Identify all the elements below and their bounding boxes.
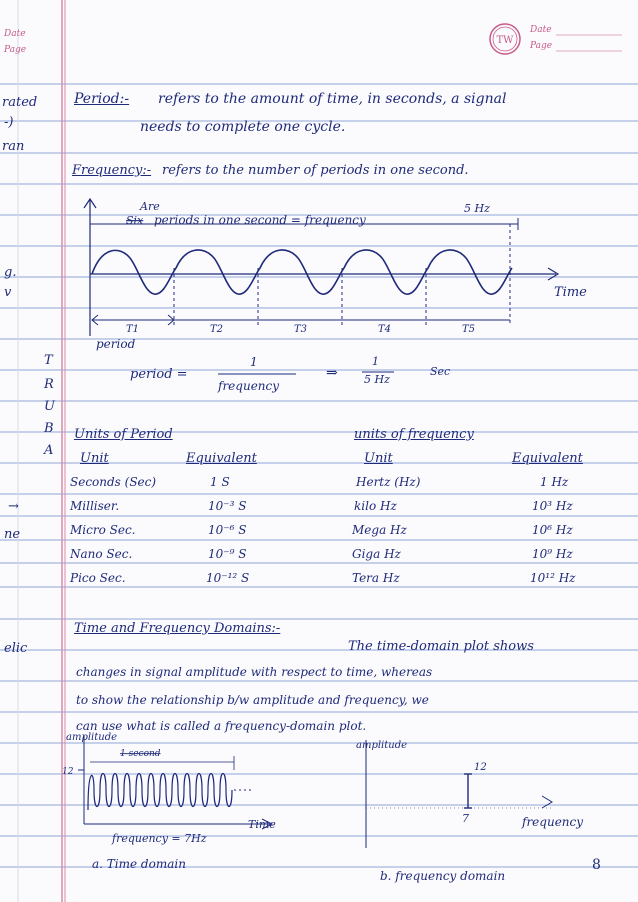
row-4-period-equivalent: 10⁻⁹ S bbox=[208, 547, 247, 561]
margin-note-11: → bbox=[8, 499, 19, 514]
formula-arrow: ⇒ bbox=[326, 365, 338, 381]
margin-note-5: v bbox=[4, 285, 12, 300]
segment-t5: T5 bbox=[462, 324, 476, 335]
frequency-def-line-1: refers to the number of periods in one second. bbox=[162, 163, 469, 178]
freq-plot-ylabel: amplitude bbox=[356, 740, 408, 751]
formula-fraction-bar bbox=[218, 372, 298, 376]
row-2-period-unit: Milliser. bbox=[70, 499, 120, 513]
period-def-line-2: needs to complete one cycle. bbox=[140, 119, 346, 135]
formula-rhs-numerator: 1 bbox=[372, 355, 379, 368]
units-period-title: Units of Period bbox=[74, 427, 173, 442]
page-number: 8 bbox=[592, 857, 601, 873]
time-plot-caption: a. Time domain bbox=[92, 857, 186, 871]
row-4-period-unit: Nano Sec. bbox=[70, 547, 133, 561]
row-1-frequency-equivalent: 1 Hz bbox=[540, 475, 569, 489]
margin-note-2: -) bbox=[4, 115, 14, 130]
row-4-frequency-unit: Giga Hz bbox=[352, 547, 401, 561]
header-unit-period: Unit bbox=[80, 451, 109, 466]
margin-note-7: R bbox=[44, 377, 54, 392]
margin-note-13: elic bbox=[4, 641, 28, 656]
row-5-period-unit: Pico Sec. bbox=[70, 571, 126, 585]
segment-t1: T1 bbox=[126, 324, 140, 335]
left-date-label: Date bbox=[4, 29, 26, 39]
caption-top-small: Are bbox=[140, 200, 160, 213]
domains-line-2: changes in signal amplitude with respect to time, whereas bbox=[76, 665, 433, 679]
formula-denominator: frequency bbox=[218, 379, 280, 393]
time-plot-xlabel: Time bbox=[248, 818, 276, 831]
domains-line-1: The time-domain plot shows bbox=[348, 639, 534, 654]
domains-title: Time and Frequency Domains:- bbox=[74, 621, 281, 636]
formula-rhs-unit: Sec bbox=[430, 365, 451, 378]
row-5-period-equivalent: 10⁻¹² S bbox=[206, 571, 250, 585]
margin-note-6: T bbox=[44, 353, 53, 368]
tw-logo bbox=[488, 22, 522, 56]
caption-struck-word: Six bbox=[126, 214, 144, 227]
freq-plot-peak-label: 12 bbox=[474, 762, 487, 773]
row-2-frequency-unit: kilo Hz bbox=[354, 499, 397, 513]
time-plot-tick-value: 12 bbox=[62, 767, 74, 777]
row-2-period-equivalent: 10⁻³ S bbox=[208, 499, 247, 513]
header-unit-frequency: Unit bbox=[364, 451, 393, 466]
freq-plot-x-value: 7 bbox=[462, 812, 469, 825]
time-axis-label: Time bbox=[554, 285, 587, 300]
period-label: period bbox=[96, 337, 136, 351]
freq-plot-xlabel: frequency bbox=[522, 815, 584, 829]
segment-t2: T2 bbox=[210, 324, 224, 335]
page-label: Page bbox=[530, 41, 553, 51]
frequency-domain-plot bbox=[330, 728, 620, 894]
time-plot-ylabel: amplitude bbox=[66, 732, 118, 743]
row-5-frequency-unit: Tera Hz bbox=[352, 571, 400, 585]
logo-text: TW bbox=[496, 35, 514, 46]
margin-note-9: B bbox=[44, 421, 54, 436]
row-3-period-equivalent: 10⁻⁶ S bbox=[208, 523, 247, 537]
row-4-frequency-equivalent: 10⁹ Hz bbox=[532, 547, 573, 561]
period-term: Period:- bbox=[74, 91, 130, 107]
domains-line-3: to show the relationship b/w amplitude and frequency, we bbox=[76, 693, 429, 707]
caption-main: periods in one second = frequency bbox=[154, 213, 366, 227]
header-equivalent-period: Equivalent bbox=[186, 451, 257, 466]
row-1-period-equivalent: 1 S bbox=[210, 475, 230, 489]
margin-note-12: ne bbox=[4, 527, 21, 542]
margin-note-3: ran bbox=[2, 139, 25, 154]
domains-line-4: can use what is called a frequency-domain plot. bbox=[76, 719, 367, 733]
margin-note-1: rated bbox=[2, 95, 38, 110]
time-plot-freq-note: frequency = 7Hz bbox=[112, 832, 207, 845]
formula-numerator: 1 bbox=[250, 355, 258, 369]
row-3-period-unit: Micro Sec. bbox=[70, 523, 136, 537]
time-domain-plot bbox=[62, 728, 292, 874]
segment-t3: T3 bbox=[294, 324, 308, 335]
formula-rhs-denominator: 5 Hz bbox=[364, 373, 390, 386]
segment-t4: T4 bbox=[378, 324, 392, 335]
row-5-frequency-equivalent: 10¹² Hz bbox=[530, 571, 576, 585]
row-2-frequency-equivalent: 10³ Hz bbox=[532, 499, 573, 513]
row-1-period-unit: Seconds (Sec) bbox=[70, 475, 157, 489]
margin-note-4: g. bbox=[4, 265, 17, 280]
row-3-frequency-equivalent: 10⁶ Hz bbox=[532, 523, 573, 537]
row-3-frequency-unit: Mega Hz bbox=[352, 523, 407, 537]
frequency-term: Frequency:- bbox=[72, 163, 152, 178]
row-1-frequency-unit: Hertz (Hz) bbox=[356, 475, 421, 489]
units-frequency-title: units of frequency bbox=[354, 427, 474, 442]
frequency-value: 5 Hz bbox=[464, 202, 490, 215]
formula-lhs: period = bbox=[130, 367, 188, 382]
wave-figure bbox=[70, 196, 610, 352]
header-blank-lines bbox=[556, 34, 626, 56]
header-equivalent-frequency: Equivalent bbox=[512, 451, 583, 466]
time-plot-top-label: 1 second bbox=[120, 749, 161, 759]
margin-note-8: U bbox=[44, 399, 55, 414]
period-def-line-1: refers to the amount of time, in seconds, a signal bbox=[158, 91, 507, 107]
freq-plot-caption: b. frequency domain bbox=[380, 869, 506, 883]
margin-note-10: A bbox=[44, 443, 54, 458]
left-page-label: Page bbox=[4, 45, 27, 55]
date-label: Date bbox=[530, 25, 552, 35]
